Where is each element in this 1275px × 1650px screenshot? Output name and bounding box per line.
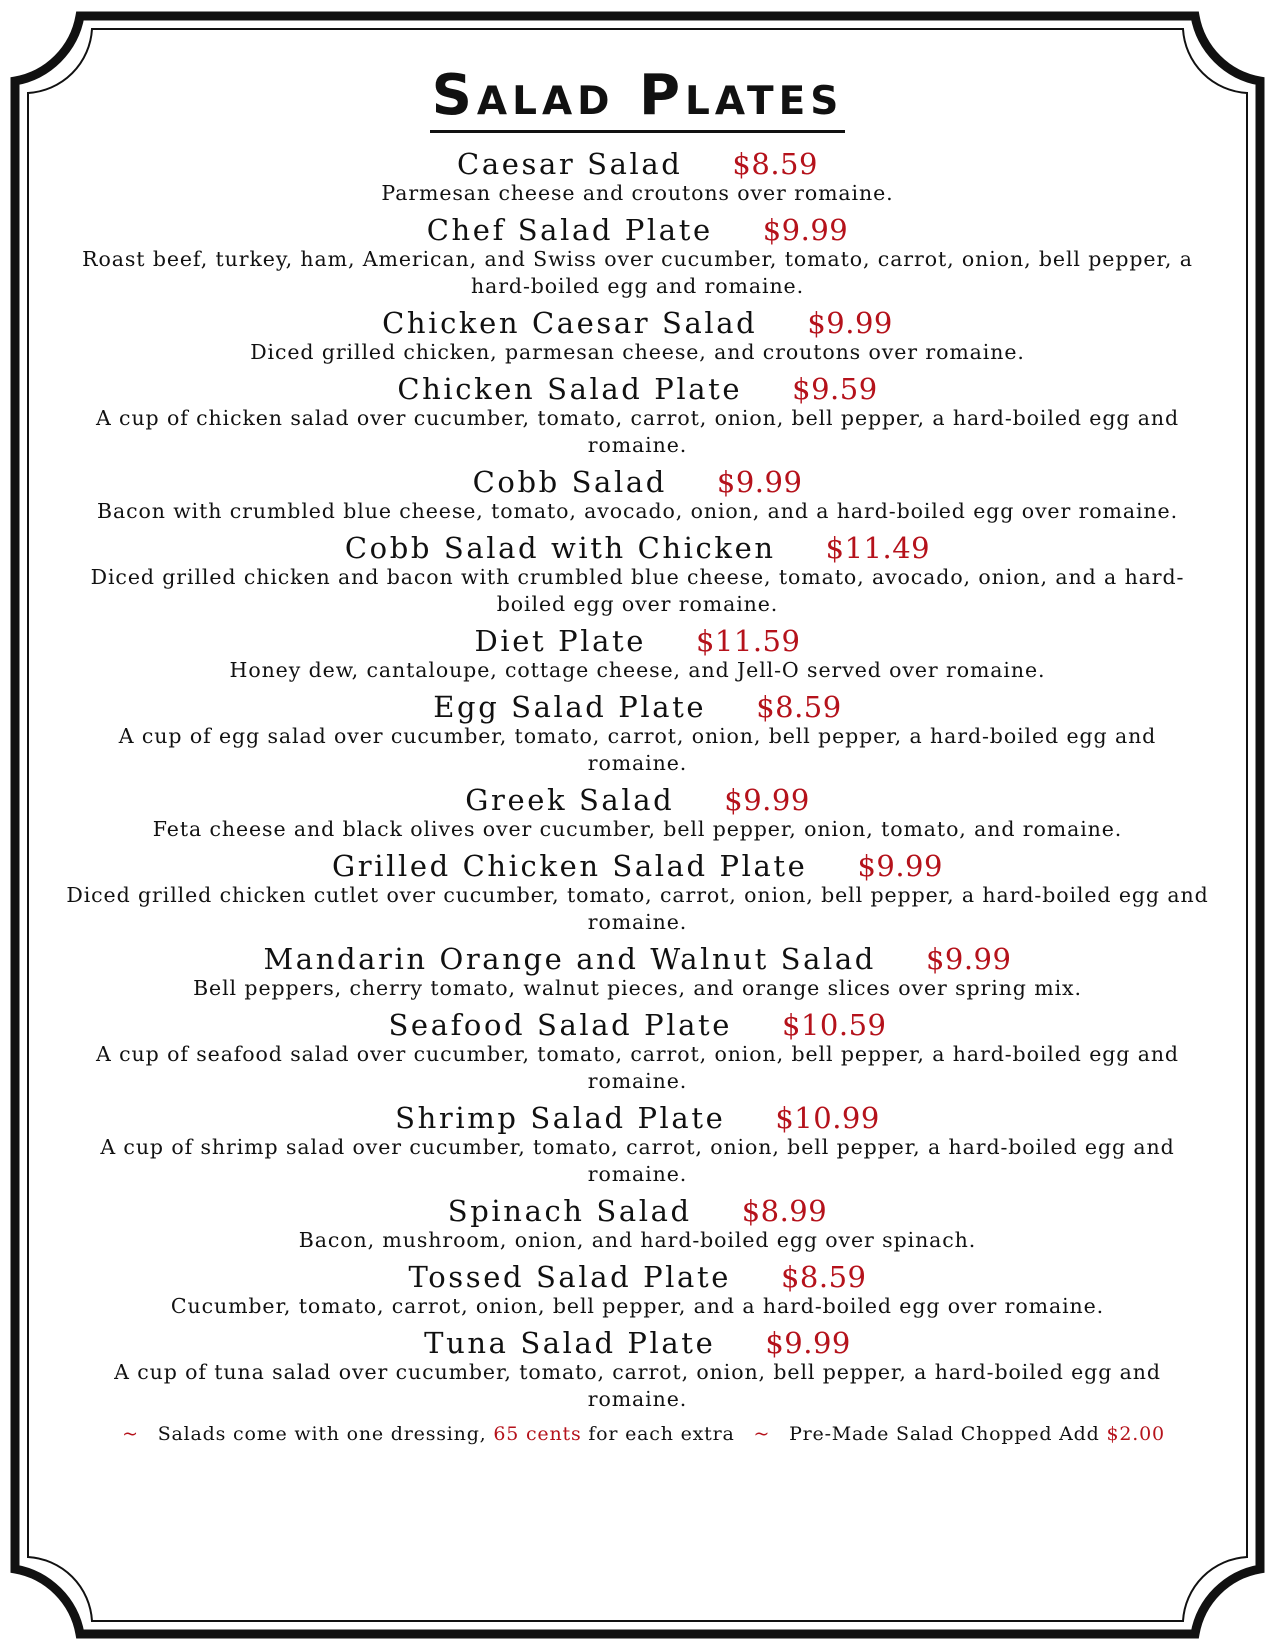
menu-item-name: Cobb Salad [472, 465, 667, 499]
menu-item [60, 1102, 1215, 1188]
menu-item [60, 532, 1215, 618]
menu-item-name: Caesar Salad [457, 147, 683, 181]
menu-item [60, 1009, 1215, 1095]
menu-item [60, 1261, 1215, 1320]
menu-item [60, 466, 1215, 525]
menu-item-name: Greek Salad [465, 783, 675, 817]
menu-item-price: $9.99 [925, 942, 1012, 976]
menu-item [60, 148, 1215, 207]
menu-content [60, 63, 1215, 1445]
menu-item-header [60, 466, 1215, 498]
menu-item-description: Diced grilled chicken cutlet over cucumber, tomato, carrot, onion, bell pepper, a hard-boiled egg and romaine. [66, 883, 1209, 934]
menu-item [60, 850, 1215, 936]
menu-item [60, 784, 1215, 843]
menu-item [60, 943, 1215, 1002]
menu-item-description: A cup of shrimp salad over cucumber, tomato, carrot, onion, bell pepper, a hard-boiled egg and romaine. [100, 1135, 1175, 1186]
dressing-note-suffix: for each extra [588, 1423, 735, 1445]
menu-item-description: A cup of seafood salad over cucumber, tomato, carrot, onion, bell pepper, a hard-boiled egg and romaine. [96, 1042, 1179, 1093]
menu-item-description: Bacon, mushroom, onion, and hard-boiled egg over spinach. [298, 1228, 977, 1252]
menu-item-description: Cucumber, tomato, carrot, onion, bell pepper, and a hard-boiled egg over romaine. [170, 1294, 1105, 1318]
menu-item-price: $9.99 [762, 213, 849, 247]
menu-item-description: Parmesan cheese and croutons over romaine. [381, 181, 894, 205]
menu-item-header [60, 784, 1215, 816]
dressing-note: Salads come with one dressing, [157, 1423, 487, 1445]
menu-item-header [60, 532, 1215, 564]
menu-footer-note [60, 1423, 1215, 1445]
menu-item-name: Spinach Salad [447, 1194, 692, 1228]
menu-item-header [60, 943, 1215, 975]
footer-separator: ~ [753, 1423, 771, 1445]
menu-item-description: Feta cheese and black olives over cucumber, bell pepper, onion, tomato, and romaine. [152, 817, 1123, 841]
menu-item-header [60, 1009, 1215, 1041]
menu-item-price: $8.59 [780, 1260, 867, 1294]
menu-item-price: $9.99 [724, 783, 810, 817]
menu-item-header [60, 1195, 1215, 1227]
menu-item-description: Roast beef, turkey, ham, American, and Swiss over cucumber, tomato, carrot, onion, bell pepper, a hard-boiled egg and romaine. [82, 247, 1193, 298]
menu-item-header [60, 214, 1215, 246]
menu-item-description: A cup of tuna salad over cucumber, tomato, carrot, onion, bell pepper, a hard-boiled egg and romaine. [114, 1360, 1161, 1411]
menu-item-price: $9.59 [792, 372, 878, 406]
menu-item-description: A cup of chicken salad over cucumber, tomato, carrot, onion, bell pepper, a hard-boiled egg and romaine. [95, 406, 1180, 457]
menu-item [60, 691, 1215, 777]
menu-item-header [60, 1261, 1215, 1293]
menu-item-name: Chicken Caesar Salad [382, 306, 758, 340]
menu-item-header [60, 373, 1215, 405]
menu-item [60, 373, 1215, 459]
menu-item-price: $10.99 [775, 1101, 880, 1135]
menu-item-header [60, 850, 1215, 882]
chopped-price: $2.00 [1106, 1423, 1165, 1445]
page-title: Salad Plates [430, 68, 846, 133]
menu-item-price: $9.99 [807, 306, 893, 340]
chopped-note: Pre-Made Salad Chopped Add [789, 1423, 1100, 1445]
menu-item-name: Mandarin Orange and Walnut Salad [263, 942, 876, 976]
menu-item [60, 307, 1215, 366]
menu-item-name: Diet Plate [474, 624, 646, 658]
menu-item-header [60, 625, 1215, 657]
menu-item-name: Seafood Salad Plate [388, 1008, 733, 1042]
menu-item-description: Bell peppers, cherry tomato, walnut pieces, and orange slices over spring mix. [193, 976, 1082, 1000]
menu-item-header [60, 148, 1215, 180]
menu-item-name: Shrimp Salad Plate [395, 1101, 726, 1135]
menu-item-name: Chicken Salad Plate [397, 372, 743, 406]
menu-item-name: Grilled Chicken Salad Plate [332, 849, 808, 883]
menu-item-price: $9.99 [857, 849, 943, 883]
menu-item-name: Egg Salad Plate [433, 690, 707, 724]
footer-separator: ~ [122, 1423, 139, 1445]
menu-item [60, 1327, 1215, 1413]
menu-item [60, 1195, 1215, 1254]
menu-item [60, 625, 1215, 684]
menu-item-price: $9.99 [765, 1326, 851, 1360]
menu-item-price: $9.99 [716, 465, 803, 499]
menu-item-price: $10.59 [782, 1008, 887, 1042]
extra-dressing-price: 65 cents [493, 1423, 582, 1445]
menu-item-list [60, 148, 1215, 1413]
menu-item-description: Honey dew, cantaloupe, cottage cheese, and Jell-O served over romaine. [229, 658, 1046, 682]
menu-item-name: Tuna Salad Plate [424, 1326, 716, 1360]
menu-item-header [60, 307, 1215, 339]
menu-item-description: Bacon with crumbled blue cheese, tomato, avocado, onion, and a hard-boiled egg over romaine. [96, 499, 1178, 523]
menu-item-header [60, 1102, 1215, 1134]
menu-item-header [60, 691, 1215, 723]
menu-item-price: $8.59 [732, 147, 818, 181]
menu-item-name: Chef Salad Plate [426, 213, 713, 247]
menu-item-price: $8.99 [741, 1194, 828, 1228]
menu-item [60, 214, 1215, 300]
menu-item-description: Diced grilled chicken, parmesan cheese, and croutons over romaine. [250, 340, 1025, 364]
menu-item-price: $11.59 [695, 624, 801, 658]
menu-item-header [60, 1327, 1215, 1359]
menu-item-description: A cup of egg salad over cucumber, tomato, carrot, onion, bell pepper, a hard-boiled egg and romaine. [118, 724, 1157, 775]
menu-item-price: $8.59 [756, 690, 842, 724]
menu-item-price: $11.49 [825, 531, 931, 565]
menu-item-description: Diced grilled chicken and bacon with crumbled blue cheese, tomato, avocado, onion, and a hard-boiled egg over romaine. [90, 565, 1185, 616]
menu-item-name: Tossed Salad Plate [408, 1260, 731, 1294]
menu-item-name: Cobb Salad with Chicken [344, 531, 776, 565]
